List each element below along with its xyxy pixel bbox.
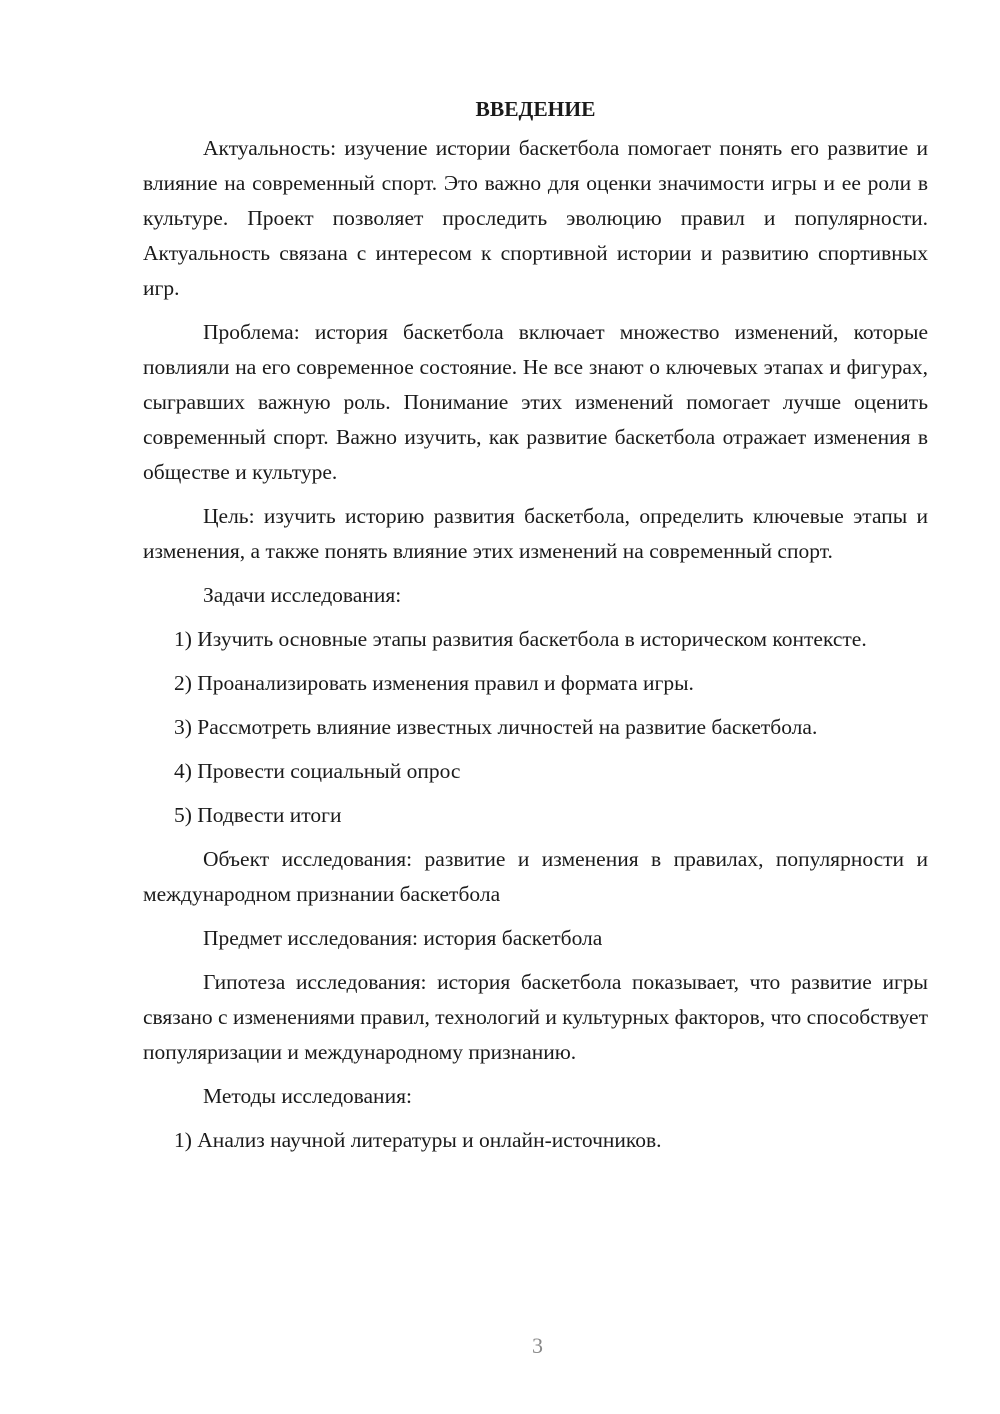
page-content: [143, 92, 928, 1158]
methods-heading: Методы исследования:: [203, 1084, 412, 1108]
task-item: 1) Изучить основные этапы развития баскетбола в историческом контексте.: [174, 627, 867, 651]
hypothesis-paragraph: Гипотеза исследования: история баскетбола показывает, что развитие игры связано с изменениями правил, технологий и культурных факторов, что способствует популяризации и международному признанию.: [143, 970, 928, 1064]
object-paragraph: Объект исследования: развитие и изменения в правилах, популярности и международном признании баскетбола: [143, 847, 928, 906]
task-item: 4) Провести социальный опрос: [174, 759, 461, 783]
method-item: 1) Анализ научной литературы и онлайн-источников.: [174, 1128, 662, 1152]
task-item: 5) Подвести итоги: [174, 803, 342, 827]
page-title: ВВЕДЕНИЕ: [475, 97, 596, 121]
goal-paragraph: Цель: изучить историю развития баскетбола, определить ключевые этапы и изменения, а также понять влияние этих изменений на современный спорт.: [143, 504, 928, 563]
subject-paragraph: Предмет исследования: история баскетбола: [203, 926, 603, 950]
page-number: 3: [532, 1333, 543, 1358]
task-item: 2) Проанализировать изменения правил и формата игры.: [174, 671, 694, 695]
relevance-paragraph: Актуальность: изучение истории баскетбола помогает понять его развитие и влияние на современный спорт. Это важно для оценки значимости игры и ее роли в культуре. Проект позволяет проследить эволюцию правил и популярности. Актуальность связана с интересом к спортивной истории и развитию спортивных игр.: [143, 136, 928, 300]
tasks-heading: Задачи исследования:: [203, 583, 402, 607]
problem-paragraph: Проблема: история баскетбола включает множество изменений, которые повлияли на его современное состояние. Не все знают о ключевых этапах и фигурах, сыгравших важную роль. Понимание этих изменений помогает лучше оценить современный спорт. Важно изучить, как развитие баскетбола отражает изменения в обществе и культуре.: [143, 320, 928, 484]
task-item: 3) Рассмотреть влияние известных личностей на развитие баскетбола.: [174, 715, 818, 739]
